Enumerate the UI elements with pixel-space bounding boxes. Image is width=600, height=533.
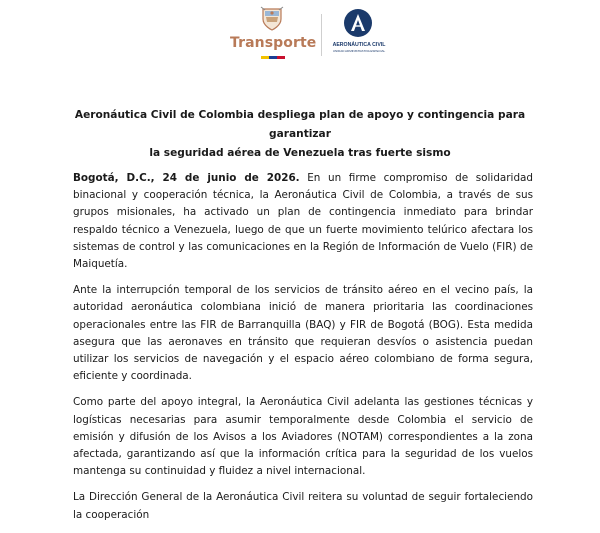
transporte-logo — [230, 6, 316, 64]
aerocivil-logo — [325, 6, 395, 64]
dateline: Bogotá, D.C., 24 de junio de 2026. — [73, 172, 300, 184]
header — [0, 6, 600, 64]
transporte-wordmark: Transporte — [230, 35, 317, 51]
paragraph-2: Ante la interrupción temporal de los servicios de tránsito aéreo en el vecino país, la autoridad aeronáutica colombiana inició de manera prioritaria las coordinaciones operacionales entre las FIR de Barranquilla (BAQ) y FIR de Bogotá (BOG). Esta medida asegura que las aeronaves en tránsito que requieran desvíos o asistencia puedan utilizar los servicios de navegación y el espacio aéreo colombiano de forma segura, eficiente y coordinada. — [73, 284, 533, 383]
colombia-shield-icon — [260, 6, 284, 32]
paragraph-1 — [73, 170, 533, 273]
press-release-body — [73, 170, 533, 533]
paragraph-3: Como parte del apoyo integral, la Aeronáutica Civil adelanta las gestiones técnicas y logísticas necesarias para asumir temporalmente desde Colombia el servicio de emisión y difusión de los Avisos a los Aviadores (NOTAM) correspondientes a la zona afectada, garantizando así que la información crítica para la seguridad de los vuelos mantenga su continuidad y fluidez a nivel internacional. — [73, 396, 533, 478]
title-line-2: la seguridad aérea de Venezuela tras fuerte sismo — [149, 147, 451, 159]
paragraph-4: La Dirección General de la Aeronáutica Civil reitera su voluntad de seguir fortaleciendo la cooperación — [73, 491, 533, 521]
aerocivil-name: AERONÁUTICA CIVIL — [332, 42, 386, 48]
colombia-flag-stripe — [261, 56, 285, 59]
logo-divider — [321, 14, 322, 56]
press-release-title — [60, 106, 540, 163]
aerocivil-a-icon — [343, 8, 373, 38]
aerocivil-subtitle: UNIDAD ADMINISTRATIVA ESPECIAL — [332, 49, 386, 53]
paragraph-1-text: En un firme compromiso de solidaridad binacional y cooperación técnica, la Aeronáutica Civil de Colombia, a través de sus grupos misionales, ha activado un plan de contingencia inmediato para brindar respaldo técnico a Venezuela, luego de que un fuerte movimiento telúrico afectara los sistemas de control y las comunicaciones en la Región de Información de Vuelo (FIR) de Maiquetía. — [73, 172, 533, 271]
title-line-1: Aeronáutica Civil de Colombia despliega plan de apoyo y contingencia para garantizar — [74, 109, 526, 140]
